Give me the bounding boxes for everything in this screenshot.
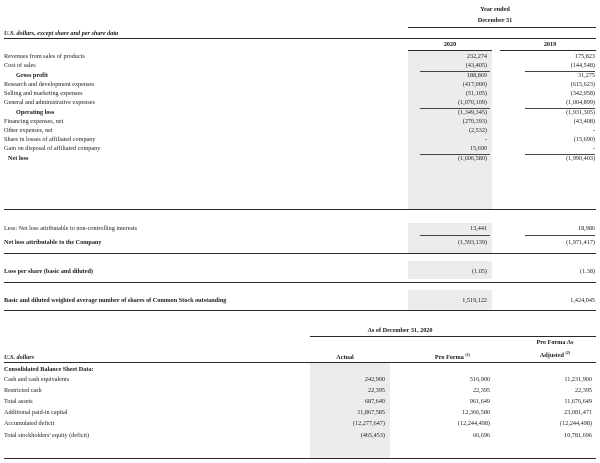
december-31-heading: December 31 xyxy=(477,17,513,24)
table-row xyxy=(0,82,600,90)
table-row xyxy=(0,298,600,306)
row-label: Cash and cash equivalents xyxy=(4,376,70,383)
row-label: Share in losses of affiliated company xyxy=(4,136,96,143)
col-2019-rule xyxy=(500,50,596,51)
value-2020: 232,274 xyxy=(466,53,487,60)
row-label: Loss per share (basic and diluted) xyxy=(4,268,93,275)
table-row xyxy=(0,54,600,62)
value-pro-forma: 66,696 xyxy=(472,432,490,439)
table-row xyxy=(0,63,600,71)
row-label: Additional paid-in capital xyxy=(4,409,68,416)
section-rule xyxy=(4,282,596,283)
section-rule xyxy=(4,253,596,254)
row-label: Total assets xyxy=(4,398,33,405)
value-2020: (2,532) xyxy=(468,127,487,134)
row-label: Gain on disposal of affiliated company xyxy=(4,145,101,152)
value-pro-forma: 22,395 xyxy=(472,387,490,394)
bottom-rule xyxy=(4,458,596,459)
value-2019: (1,004,899) xyxy=(566,99,595,106)
value-2019: (1,990,403) xyxy=(566,155,595,162)
value-2020: (1,606,580) xyxy=(458,155,487,162)
footnote-marker: (2) xyxy=(565,350,571,355)
table-row xyxy=(0,388,600,396)
value-2020: (417,000) xyxy=(462,81,487,88)
value-actual: 22,395 xyxy=(367,387,385,394)
income-caption: U.S. dollars, except share and per share data xyxy=(4,30,119,37)
value-2019: - xyxy=(592,145,595,152)
value-2020: 15,690 xyxy=(469,145,487,152)
value-2019: (615,623) xyxy=(570,81,595,88)
value-adjusted: 11,231,900 xyxy=(564,376,592,383)
row-label: Basic and diluted weighted average number of shares of Common Stock outstanding xyxy=(4,297,227,304)
column-pro-forma-label: Pro Forma xyxy=(434,354,464,361)
column-pro-forma xyxy=(415,353,490,361)
value-2019: 31,275 xyxy=(577,72,595,79)
value-2020: (1,349,345) xyxy=(458,109,487,116)
table-row xyxy=(0,100,600,108)
column-2020: 2020 xyxy=(443,41,457,48)
subtotal-rule xyxy=(525,235,595,236)
value-2020: (1,593,139) xyxy=(458,239,487,246)
row-label: Restricted cash xyxy=(4,387,42,394)
value-2020: 1,519,122 xyxy=(462,297,487,304)
column-adjusted-label: Adjusted xyxy=(539,352,564,359)
row-label: Operating loss xyxy=(16,109,55,116)
table-row xyxy=(0,377,600,385)
value-2020: (43,405) xyxy=(465,62,487,69)
row-label: Total stockholders' equity (deficit) xyxy=(4,432,90,439)
value-2019: (342,058) xyxy=(570,90,595,97)
year-ended-rule xyxy=(408,27,596,28)
section-rule xyxy=(4,209,596,210)
table-row xyxy=(0,119,600,127)
value-2019: 18,986 xyxy=(577,225,595,232)
row-label: Gross profit xyxy=(16,72,48,79)
column-pro-forma-adjusted-line1: Pro Forma As xyxy=(536,339,574,346)
column-2019: 2019 xyxy=(543,41,557,48)
value-adjusted: 23,081,471 xyxy=(564,409,592,416)
table-row xyxy=(0,399,600,407)
row-label: Accumulated deficit xyxy=(4,420,55,427)
row-label: Net loss attributable to the Company xyxy=(4,239,102,246)
value-actual: 242,900 xyxy=(364,376,385,383)
row-label: Net loss xyxy=(8,155,29,162)
value-2019: (43,408) xyxy=(573,118,595,125)
section-heading: Consolidated Balance Sheet Data: xyxy=(4,366,94,373)
column-actual: Actual xyxy=(336,354,354,361)
as-of-heading: As of December 31, 2020 xyxy=(367,327,433,334)
value-adjusted: (12,244,498) xyxy=(560,420,592,427)
value-actual: (12,277,647) xyxy=(353,420,385,427)
value-2019: (1,971,417) xyxy=(566,239,595,246)
row-label: Less: Net loss attributable to non-controlling interests xyxy=(4,225,138,232)
value-2020: 188,869 xyxy=(466,72,487,79)
value-pro-forma: 516,900 xyxy=(469,376,490,383)
table-row xyxy=(0,110,600,118)
value-2020: (1,070,109) xyxy=(458,99,487,106)
year-ended-heading: Year ended xyxy=(480,6,510,13)
subtotal-rule xyxy=(420,235,490,236)
value-pro-forma: (12,244,498) xyxy=(458,420,490,427)
footnote-marker: (1) xyxy=(465,352,471,357)
value-2019: (15,690) xyxy=(573,136,595,143)
balance-caption: U.S. dollars xyxy=(4,354,35,361)
value-adjusted: 11,676,649 xyxy=(564,398,592,405)
table-row xyxy=(0,137,600,145)
value-2019: 175,823 xyxy=(574,53,595,60)
row-label: Revenues from sales of products xyxy=(4,53,85,60)
table-row xyxy=(0,156,600,164)
as-of-rule xyxy=(310,336,596,337)
row-label: General and administrative expenses xyxy=(4,99,95,106)
row-label: Other expenses, net xyxy=(4,127,53,134)
value-2020: (270,393) xyxy=(462,118,487,125)
value-adjusted: 22,395 xyxy=(574,387,592,394)
value-2019: 1,424,045 xyxy=(570,297,595,304)
header-rule xyxy=(4,38,596,39)
value-2019: (1.38) xyxy=(580,268,595,275)
row-label: Financing expenses, net xyxy=(4,118,64,125)
table-row xyxy=(0,73,600,81)
value-actual: 687,649 xyxy=(364,398,385,405)
table-row xyxy=(0,410,600,418)
value-2019: - xyxy=(592,127,595,134)
value-2020: (1.05) xyxy=(472,268,487,275)
value-adjusted: 10,781,696 xyxy=(564,432,592,439)
value-2020: - xyxy=(484,136,487,143)
table-row xyxy=(0,433,600,441)
row-label: Cost of sales xyxy=(4,62,36,69)
value-actual: (465,453) xyxy=(360,432,385,439)
table-row xyxy=(0,240,600,248)
value-pro-forma: 961,649 xyxy=(469,398,490,405)
section-rule xyxy=(4,310,596,311)
value-2020: (51,105) xyxy=(465,90,487,97)
row-label: Selling and marketing expenses xyxy=(4,90,83,97)
table-row xyxy=(0,226,600,234)
table-row xyxy=(0,91,600,99)
value-2019: (1,931,305) xyxy=(566,109,595,116)
table-row xyxy=(0,128,600,136)
table-row xyxy=(0,146,600,154)
value-2020: 13,441 xyxy=(469,225,487,232)
table-row xyxy=(0,421,600,429)
column-pro-forma-adjusted xyxy=(515,351,595,359)
value-pro-forma: 12,366,580 xyxy=(462,409,490,416)
header-rule xyxy=(4,362,596,363)
value-2019: (144,548) xyxy=(570,62,595,69)
value-actual: 11,867,585 xyxy=(357,409,385,416)
table-row xyxy=(0,269,600,277)
row-label: Research and development expenses xyxy=(4,81,95,88)
